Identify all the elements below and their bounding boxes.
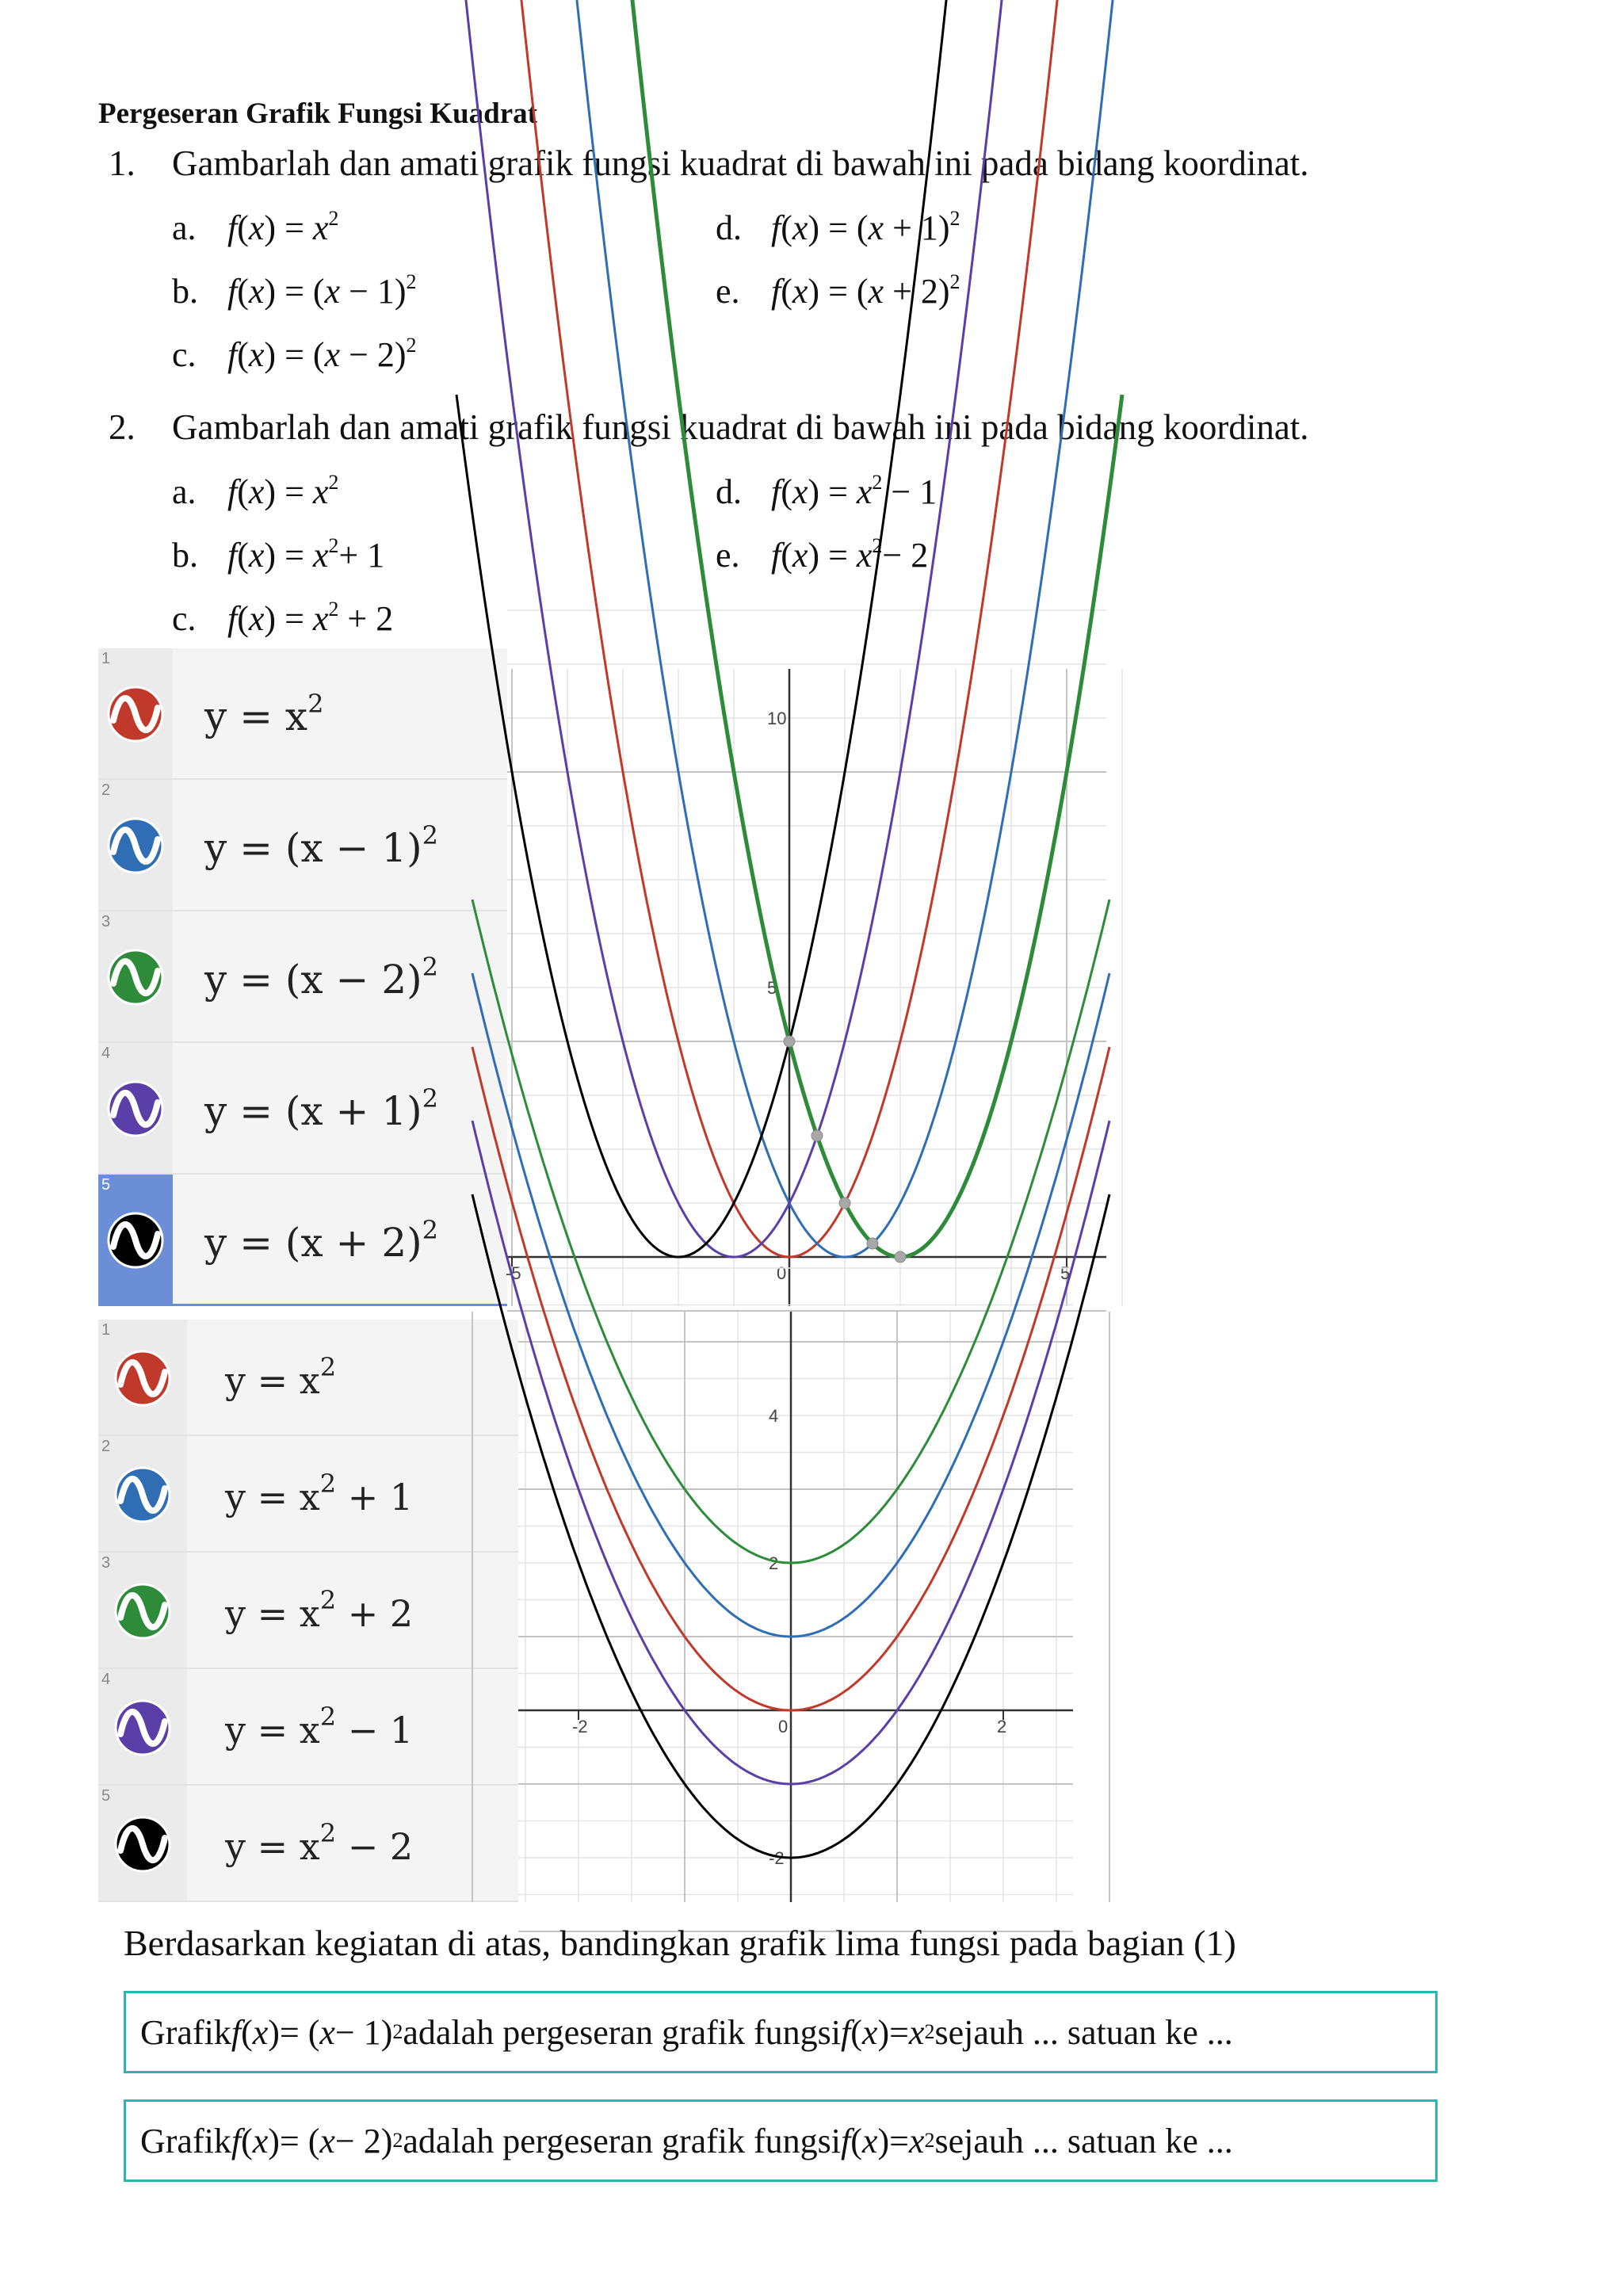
algebra-row[interactable] [98, 911, 507, 1043]
row-number: 4 [101, 1045, 111, 1062]
formula-text[interactable]: $y = (x - 2)^2$ [204, 952, 438, 1003]
row-number: 4 [101, 1671, 111, 1688]
row-number: 5 [101, 1176, 111, 1194]
green-graph-icon[interactable] [113, 1581, 173, 1641]
q1-item-b: b. $f(x) = (x - 1)^2$ [172, 270, 417, 311]
data-point [812, 1130, 823, 1141]
question-2-text: Gambarlah dan amati grafik fungsi kuadrat di bawah ini pada bidang koordinat. [172, 407, 1309, 447]
statement-box-1[interactable]: Grafik f ( x ) = ( x − 1) 2 adalah pergeseran grafik fungsi f ( x ) = x 2 sejauh ... satuan ke ... [124, 1991, 1438, 2073]
data-point [895, 1251, 906, 1263]
purple-graph-icon[interactable] [105, 1079, 166, 1139]
formula-text[interactable]: $y = x^2$ [225, 1351, 337, 1402]
purple-graph-icon[interactable] [113, 1698, 173, 1758]
q2-item-b: b. $f(x) = x^2+ 1$ [172, 534, 385, 575]
y-tick-label: -2 [769, 1848, 785, 1868]
formula-text[interactable]: $y = (x + 2)^2$ [204, 1215, 438, 1266]
blue-graph-icon[interactable] [105, 816, 166, 876]
row-number: 3 [101, 913, 111, 930]
algebra-row[interactable] [98, 648, 507, 780]
q2-item-e: e. $f(x) = x^2- 2$ [716, 534, 929, 575]
data-point [839, 1198, 850, 1209]
q1-item-d: d. $f(x) = (x + 1)^2$ [716, 207, 960, 247]
formula-text[interactable]: $y = x^2 + 2$ [225, 1584, 414, 1635]
data-point [867, 1238, 878, 1249]
formula-text[interactable]: $y = x^2$ [204, 689, 324, 739]
question-1-number: 1. [109, 143, 136, 183]
comparison-prompt: Berdasarkan kegiatan di atas, bandingkan grafik lima fungsi pada bagian (1) [124, 1923, 1236, 1963]
x-tick-label: 0 [778, 1717, 789, 1736]
algebra-row[interactable] [98, 780, 507, 911]
x-tick-label: 0 [777, 1263, 787, 1283]
question-2-number: 2. [109, 407, 136, 447]
formula-text[interactable]: $y = x^2 - 1$ [225, 1701, 414, 1752]
algebra-row[interactable] [98, 1436, 518, 1553]
row-number: 3 [101, 1554, 111, 1572]
red-graph-icon[interactable] [105, 684, 166, 744]
row-number: 1 [101, 650, 111, 667]
algebra-row[interactable] [98, 1320, 518, 1436]
x-tick-label: 5 [1060, 1263, 1071, 1283]
red-graph-icon[interactable] [113, 1348, 173, 1408]
q2-item-c: c. $f(x) = x^2 + 2$ [172, 598, 394, 638]
data-point [784, 1036, 795, 1047]
section-heading: Pergeseran Grafik Fungsi Kuadrat [98, 97, 537, 130]
graph-horizontal-shift[interactable] [507, 669, 1106, 1306]
row-number: 1 [101, 1321, 111, 1339]
formula-text[interactable]: $y = x^2 + 1$ [225, 1468, 414, 1519]
y-tick-label: 10 [767, 709, 787, 728]
algebra-panel-vertical-shift [98, 1320, 518, 1902]
y-tick-label: 2 [769, 1553, 779, 1573]
q1-item-a: a. $f(x) = x^2$ [172, 207, 339, 247]
x-tick-label: 2 [997, 1717, 1007, 1736]
y-tick-label: 4 [769, 1406, 779, 1426]
graph-vertical-shift[interactable] [518, 1312, 1073, 1902]
question-1-text: Gambarlah dan amati grafik fungsi kuadrat di bawah ini pada bidang koordinat. [172, 143, 1309, 183]
green-graph-icon[interactable] [105, 947, 166, 1007]
statement-box-2[interactable]: Grafik f ( x ) = ( x − 2) 2 adalah pergeseran grafik fungsi f ( x ) = x 2 sejauh ... satuan ke ... [124, 2099, 1438, 2182]
formula-text[interactable]: $y = x^2 - 2$ [225, 1817, 414, 1868]
algebra-row[interactable] [98, 1553, 518, 1669]
black-graph-icon[interactable] [113, 1814, 173, 1874]
row-number: 2 [101, 781, 111, 799]
q2-item-a: a. $f(x) = x^2$ [172, 471, 339, 511]
y-tick-label: 5 [767, 978, 777, 998]
q1-item-c: c. $f(x) = (x - 2)^2$ [172, 334, 417, 374]
algebra-row[interactable] [98, 1175, 507, 1306]
q1-item-e: e. $f(x) = (x + 2)^2$ [716, 270, 960, 311]
q2-item-d: d. $f(x) = x^2 - 1$ [716, 471, 938, 511]
formula-text[interactable]: $y = (x + 1)^2$ [204, 1083, 438, 1134]
formula-text[interactable]: $y = (x - 1)^2$ [204, 820, 438, 871]
blue-graph-icon[interactable] [113, 1465, 173, 1525]
row-number: 5 [101, 1787, 111, 1805]
algebra-row[interactable] [98, 1669, 518, 1786]
algebra-row[interactable] [98, 1043, 507, 1175]
row-number: 2 [101, 1438, 111, 1455]
x-tick-label: -5 [506, 1263, 521, 1283]
algebra-row[interactable] [98, 1786, 518, 1902]
black-graph-icon[interactable] [105, 1210, 166, 1270]
x-tick-label: -2 [572, 1717, 588, 1736]
algebra-panel-horizontal-shift [98, 648, 507, 1306]
